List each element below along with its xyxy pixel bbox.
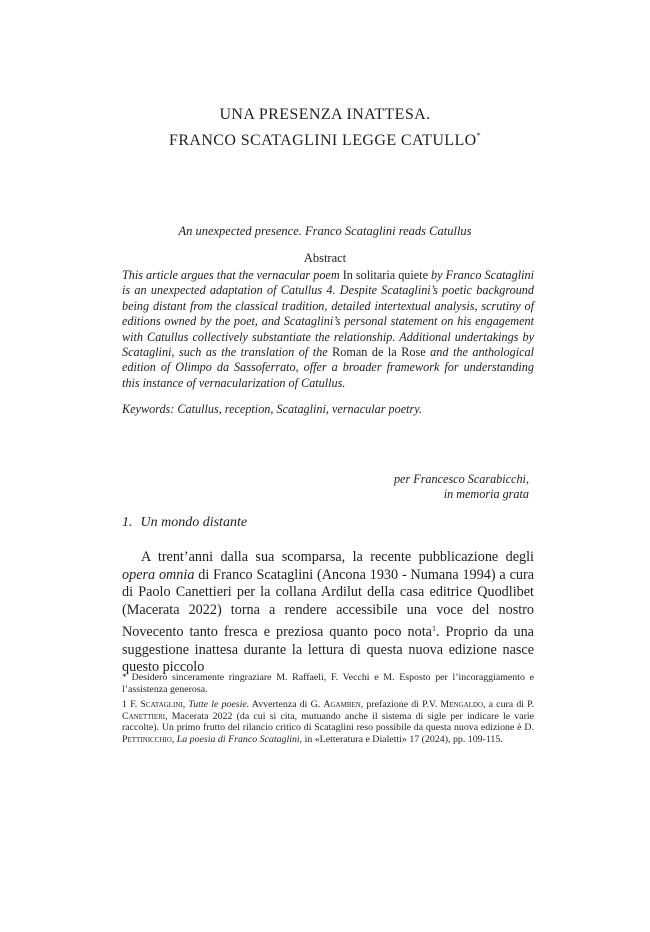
abstract-text — [122, 268, 534, 391]
footnote-work-title: La poesia di Franco Scataglini — [176, 733, 300, 745]
footnote-name: Canettieri — [122, 710, 166, 722]
footnote-star-mark: * — [122, 672, 127, 683]
footnote-text: , Macerata 2022 (da cui si cita, mutuando anche il sistema di sigle per indicare le varie raccolte). Un primo frutto del rilancio critico di Scataglini reso possibile da questa nuova edizione è D. — [122, 710, 534, 734]
footnote-text: , in «Letteratura e Dialetti» 17 (2024), pp. 109-115. — [299, 733, 503, 745]
article-title-line-1: UNA PRESENZA INATTESA. — [219, 106, 431, 123]
footnote-text: , prefazione di P.V. — [360, 699, 441, 711]
section-number: 1. — [122, 515, 133, 530]
dedication-line-2: in memoria grata — [443, 487, 529, 502]
footnote-star-text: Desidero sinceramente ringraziare M. Raffaeli, F. Vecchi e M. Esposto per l’incoraggiamento e l’assistenza generosa. — [122, 672, 534, 695]
footnote-ref-1[interactable]: 1 — [431, 623, 436, 633]
footnote-work-title: Tutte le poesie. — [188, 699, 250, 711]
abstract-segment: This article argues that the vernacular poem — [122, 268, 343, 282]
body-text-part-2: di Franco Scataglini (Ancona 1930 - Numana 1994) a cura di Paolo Canettieri per la collana Ardilut della casa editrice Quodlibet (Macerata 2022) torna a rendere accessibile una voce del nostro Novecento tanto fresca e preziosa quanto poco nota — [122, 566, 534, 640]
dedication — [394, 472, 529, 502]
article-title — [0, 104, 650, 151]
footnote-text: , — [171, 733, 177, 745]
footnote-text: , a cura di P. — [483, 699, 535, 711]
abstract-poem-title: In solitaria quiete — [342, 268, 428, 282]
footnote-text: Avvertenza di G. — [249, 699, 324, 711]
footnote-name: Pettinicchio — [122, 733, 172, 745]
body-paragraph — [122, 549, 534, 677]
abstract-heading: Abstract — [303, 251, 347, 265]
footnote-1: 1 F. Scataglini, Tutte le poesie. Avvertenza di G. Agamben, prefazione di P.V. Mengaldo, a cura di P. Canettieri, Macerata 2022 (da cui si cita, mutuando anche il sistema di sigle per indicare le varie raccolte). Un primo frutto del rilancio critico di Scataglini reso possibile da questa nuova edizione è D. Pettinicchio, La poesia di Franco Scataglini, in «Letteratura e Dialetti» 17 (2024), pp. 109-115. — [122, 699, 535, 745]
dedication-line-1: per Francesco Scarabicchi, — [393, 472, 529, 486]
footnote-star — [122, 672, 534, 695]
footnote-name: Mengaldo — [440, 699, 484, 711]
abstract-segment: and the anthological edition of Olimpo da Sassoferrato, offer a broader framework for understanding this instance of vernacularization of Catullus. — [122, 345, 535, 390]
footnote-1-mark: 1 — [122, 699, 127, 711]
keywords: Keywords: Catullus, reception, Scataglini, vernacular poetry. — [122, 402, 423, 416]
section-heading — [122, 515, 247, 531]
body-text-opera-omnia: opera omnia — [122, 566, 195, 583]
title-footnote-mark[interactable]: * — [476, 131, 481, 140]
section-title: Un mondo distante — [140, 515, 248, 530]
footnote-name: Agamben — [323, 699, 361, 711]
english-title: An unexpected presence. Franco Scataglini reads Catullus — [178, 224, 472, 238]
abstract-work-title: Roman de la Rose — [332, 345, 426, 360]
article-title-line-2 — [0, 125, 650, 151]
article-title-line-2-text: FRANCO SCATAGLINI LEGGE CATULLO — [169, 132, 477, 149]
body-text-part-1: A trent’anni dalla sua scomparsa, la recente pubblicazione degli — [141, 549, 534, 565]
footnotes — [122, 672, 534, 750]
footnote-author: F. Scataglini — [130, 699, 183, 711]
body-text-part-3: . Proprio da una suggestione inattesa durante la lettura di questa nuova edizione nasce questo piccolo — [122, 623, 534, 676]
abstract-segment: by Franco Scataglini is an unexpected adaptation of Catullus 4. Despite Scataglini’s poetic background being distant from the classical tradition, detailed intertextual analysis, scrutiny of editions owned by the poet, and Scataglini’s personal statement on his engagement with Catullus collectively substantiate the relationship. Additional undertakings by Scataglini, such as the translation of the — [122, 268, 534, 360]
